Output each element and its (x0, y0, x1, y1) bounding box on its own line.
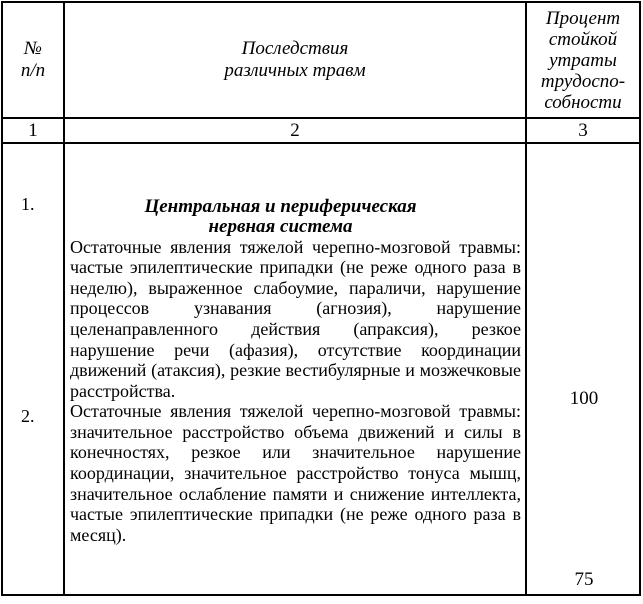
column-number-row (2, 118, 640, 143)
header-percent-line-3: утраты (549, 49, 617, 71)
header-number-line-2: п/п (20, 60, 46, 81)
header-consequences (64, 2, 526, 118)
row-2-text: Остаточные явления тяжелой черепно-мозговой травмы: значительное расстройство объема движений и силы в конечностях, резкое или значительное нарушение координации, значительное расстройство тонуса мышц, значительное ослабление памяти и снижение интеллекта, частые эпилептические припадки (не реже одного раза в месяц). (70, 401, 521, 545)
section-title-line-2: нервная система (208, 215, 353, 237)
header-percent-line-5: собности (544, 91, 622, 113)
section-title (70, 197, 521, 237)
content-cell (64, 143, 526, 595)
row-number-cell (2, 143, 64, 595)
header-percent-line-1: Процент (545, 7, 621, 29)
column-number-3: 3 (526, 118, 640, 143)
header-row (2, 2, 640, 118)
header-consequences-line-1: Последствия (241, 38, 349, 59)
body-row (2, 143, 640, 595)
header-number (2, 2, 64, 118)
column-number-2: 2 (64, 118, 526, 143)
header-consequences-line-2: различных травм (224, 60, 366, 81)
row-number-1: 1. (21, 194, 35, 214)
row-1-percent: 100 (569, 388, 599, 409)
header-percent-line-4: трудоспо- (540, 70, 626, 92)
row-2-percent: 75 (574, 569, 594, 590)
row-1-text: Остаточные явления тяжелой черепно-мозговой травмы: частые эпилептические припадки (не реже одного раза в неделю), выраженное слабоумие, параличи, нарушение процессов узнавания (агнозия), нарушение целенаправленного действия (апраксия), резкое нарушение речи (афазия), отсутствие координации движений (атаксия), резкие вестибулярные и мозжечковые расстройства. (70, 236, 521, 401)
header-percent-line-2: стойкой (548, 28, 618, 50)
header-number-line-1: № (24, 38, 42, 59)
row-number-2: 2. (21, 406, 35, 426)
percent-cell (526, 143, 640, 595)
header-percent (526, 2, 640, 118)
column-number-1: 1 (2, 118, 64, 143)
section-title-line-1: Центральная и периферическая (144, 195, 417, 217)
disability-table (1, 1, 641, 596)
